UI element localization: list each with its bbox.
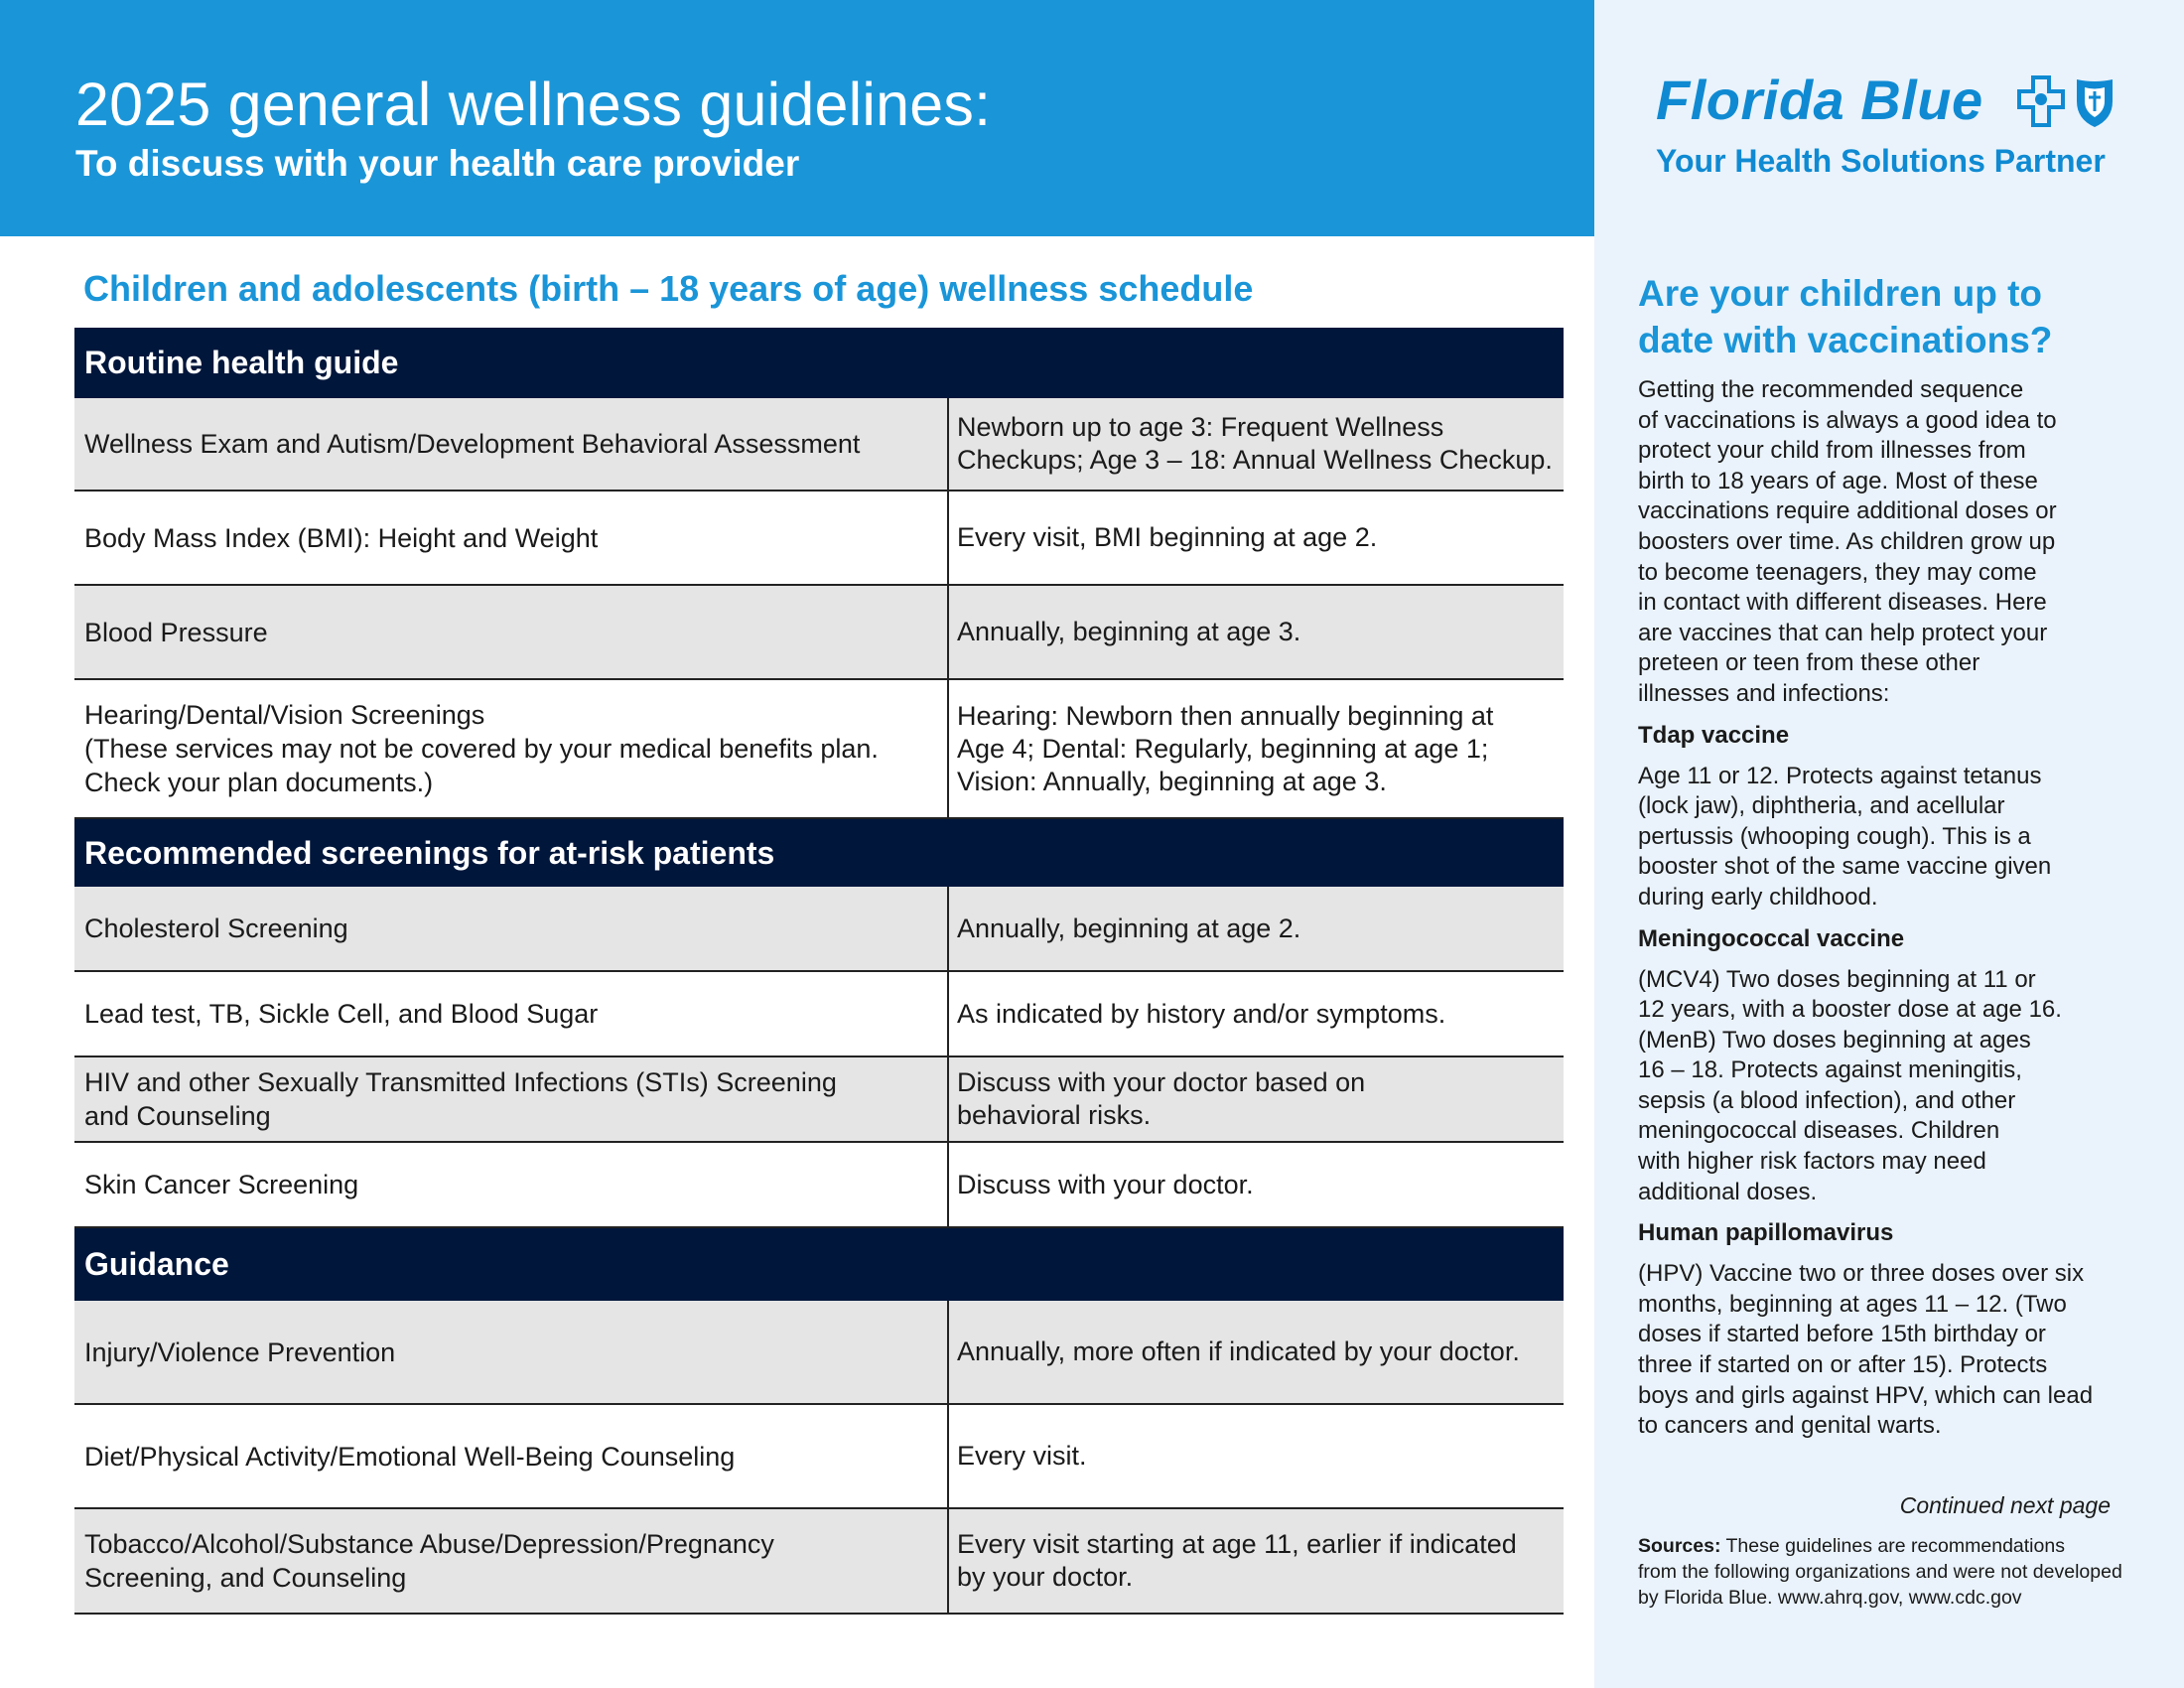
row-schedule: Newborn up to age 3: Frequent Wellness Checkups; Age 3 – 18: Annual Wellness Checkup.: [957, 412, 1553, 475]
row-item: Tobacco/Alcohol/Substance Abuse/Depression/Pregnancy Screening, and Counseling: [74, 1509, 949, 1613]
cross-and-shield-logo-icon: [2015, 73, 2126, 129]
row-schedule: Every visit starting at age 11, earlier if indicated by your doctor.: [957, 1529, 1517, 1592]
group-header-guidance: Guidance: [74, 1228, 1564, 1301]
row-schedule: Hearing: Newborn then annually beginning at Age 4; Dental: Regularly, beginning at age 1; Vision: Annually, beginning at age 3.: [957, 700, 1494, 796]
row-item: Skin Cancer Screening: [74, 1143, 949, 1226]
row-schedule: Every visit, BMI beginning at age 2.: [957, 522, 1378, 552]
row-item: Hearing/Dental/Vision Screenings (These services may not be covered by your medical benefits plan. Check your plan documents.): [74, 680, 949, 817]
vaccination-sidebar: [1638, 270, 2124, 1442]
row-item: Diet/Physical Activity/Emotional Well-Being Counseling: [74, 1405, 949, 1507]
table-row: [74, 586, 1564, 680]
page-subtitle: To discuss with your health care provider: [75, 143, 800, 184]
table-row: [74, 398, 1564, 492]
brand-block: [1656, 68, 2132, 187]
row-item: Wellness Exam and Autism/Development Behavioral Assessment: [74, 398, 949, 490]
table-row: [74, 1405, 1564, 1509]
group-header-at-risk: Recommended screenings for at-risk patients: [74, 819, 1564, 887]
row-item: Cholesterol Screening: [74, 887, 949, 970]
row-item: Blood Pressure: [74, 586, 949, 678]
vaccine-title-tdap: Tdap vaccine: [1638, 721, 1790, 749]
row-item: Lead test, TB, Sickle Cell, and Blood Sugar: [74, 972, 949, 1055]
row-schedule: Discuss with your doctor.: [957, 1169, 1254, 1199]
sidebar-intro: Getting the recommended sequence of vaccinations is always a good idea to protect your child from illnesses from birth to 18 years of age. Most of these vaccinations require additional doses or boosters over time. As children grow up to become teenagers, they may come in contact with different diseases. Here are vaccines that can help protect your preteen or teen from these other illnesses and infections:: [1638, 376, 2057, 707]
table-row: [74, 1509, 1564, 1615]
sources-label: Sources:: [1638, 1535, 1721, 1557]
vaccine-description-tdap: Age 11 or 12. Protects against tetanus (lock jaw), diphtheria, and acellular pertussis (whooping cough). This is a booster shot of the same vaccine given during early childhood.: [1638, 762, 2052, 911]
page-title: 2025 general wellness guidelines:: [75, 70, 992, 138]
row-item: Body Mass Index (BMI): Height and Weight: [74, 492, 949, 584]
table-row: [74, 680, 1564, 819]
table-row: [74, 1143, 1564, 1228]
continued-next-page: Continued next page: [1899, 1492, 2111, 1518]
sources-note: [1638, 1533, 2124, 1611]
table-row: [74, 492, 1564, 586]
row-schedule: Annually, beginning at age 2.: [957, 913, 1301, 943]
vaccine-title-meningococcal: Meningococcal vaccine: [1638, 924, 1905, 952]
sources-text: These guidelines are recommendations from the following organizations and were not developed by Florida Blue. www.ahrq.gov, www.cdc.gov: [1638, 1535, 2122, 1609]
row-item: Injury/Violence Prevention: [74, 1301, 949, 1403]
row-schedule: Annually, beginning at age 3.: [957, 617, 1301, 646]
table-row: [74, 1301, 1564, 1405]
row-item: HIV and other Sexually Transmitted Infections (STIs) Screening and Counseling: [74, 1057, 949, 1141]
vaccine-title-hpv: Human papillomavirus: [1638, 1219, 1894, 1247]
vaccine-description-hpv: (HPV) Vaccine two or three doses over six months, beginning at ages 11 – 12. (Two doses if started before 15th birthday or three if started on or after 15). Protects boys and girls against HPV, which can lead to cancers and genital warts.: [1638, 1260, 2094, 1440]
table-row: [74, 1057, 1564, 1143]
vaccine-description-meningococcal: (MCV4) Two doses beginning at 11 or 12 years, with a booster dose at age 16. (MenB) Two doses beginning at ages 16 – 18. Protects against meningitis, sepsis (a blood infection), and other meningococcal diseases. Children with higher risk factors may need additional doses.: [1638, 965, 2062, 1205]
row-schedule: Discuss with your doctor based on behavioral risks.: [957, 1067, 1366, 1130]
row-schedule: Every visit.: [957, 1441, 1087, 1471]
row-schedule: As indicated by history and/or symptoms.: [957, 998, 1446, 1029]
group-header-routine: Routine health guide: [74, 328, 1564, 398]
brand-tagline: Your Health Solutions Partner: [1656, 143, 2106, 179]
table-row: [74, 972, 1564, 1057]
brand-name: Florida Blue: [1656, 69, 1983, 131]
table-row: [74, 887, 1564, 972]
sidebar-heading: Are your children up to date with vaccinations?: [1638, 273, 2053, 360]
wellness-schedule-table: [74, 328, 1564, 1615]
row-schedule: Annually, more often if indicated by your doctor.: [957, 1336, 1520, 1366]
section-heading: Children and adolescents (birth – 18 years of age) wellness schedule: [83, 268, 1254, 309]
